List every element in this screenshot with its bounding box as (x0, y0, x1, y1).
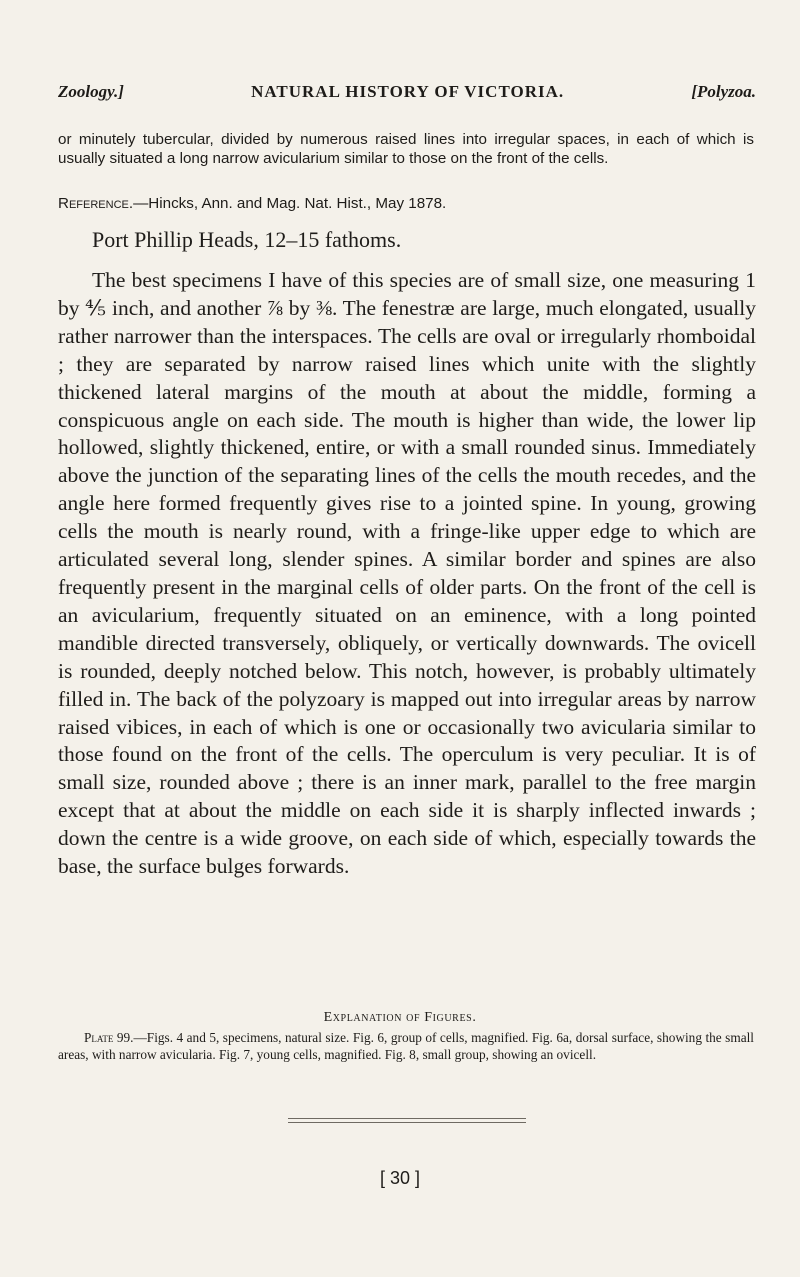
intro-paragraph (58, 130, 754, 168)
description-section (58, 267, 756, 881)
locality-heading: Port Phillip Heads, 12–15 fathoms. (92, 227, 402, 252)
reference-label: Reference. (58, 195, 134, 212)
description-paragraph: The best specimens I have of this species are of small size, one measuring 1 by ⅘ inch, and another ⅞ by ⅜. The fenestræ are large, much elongated, usually rather narrower than the interspaces. The cells are oval or irregularly rhomboidal ; they are separated by narrow raised lines which unite with the slightly thickened lateral margins of the mouth at about the middle, forming a conspicuous angle on each side. The mouth is higher than wide, the lower lip hollowed, slightly thickened, entire, or with a small rounded sinus. Immediately above the junction of the separating lines of the cells the mouth recedes, and the angle here formed frequently gives rise to a jointed spine. In young, growing cells the mouth is nearly round, with a fringe-like upper edge to which are articulated several long, slender spines. A similar border and spines are also frequently present in the marginal cells of older parts. On the front of the cell is an avicularium, frequently situated on an eminence, with a long pointed mandible directed transversely, obliquely, or vertically downwards. The ovicell is rounded, deeply notched below. This notch, however, is probably ultimately filled in. The back of the polyzoary is mapped out into irregular areas by narrow raised vibices, in each of which is one or occasionally two avicularia similar to those found on the front of the cells. The operculum is very peculiar. It is of small size, rounded above ; there is an inner mark, parallel to the free margin except that at about the middle on each side it is sharply inflected inwards ; down the centre is a wide groove, on each side of which, especially towards the base, the surface bulges forwards. (58, 268, 756, 879)
running-head-right: [Polyzoa. (691, 82, 756, 101)
explanation-paragraph (58, 1029, 754, 1063)
plate-label: Plate 99. (84, 1030, 134, 1045)
running-head-left: Zoology.] (58, 82, 124, 101)
reference-text: —Hincks, Ann. and Mag. Nat. Hist., May 1878. (133, 195, 447, 212)
running-head (58, 82, 756, 102)
page-number: [ 30 ] (379, 1168, 421, 1188)
running-head-title: NATURAL HISTORY OF VICTORIA. (251, 82, 565, 101)
explanation-text: —Figs. 4 and 5, specimens, natural size. Fig. 6, group of cells, magnified. Fig. 6a, dorsal surface, showing the small areas, with narrow avicularia. Fig. 7, young cells, magnified. Fig. 8, small group, showing an ovicell. (58, 1030, 754, 1063)
reference-line (58, 194, 754, 213)
intro-text: or minutely tubercular, divided by numerous raised lines into irregular spaces, in each of which is usually situated a long narrow avicularium similar to those on the front of the cells. (58, 131, 754, 168)
explanation-of-figures (58, 1029, 754, 1063)
divider-rule-bottom (288, 1122, 526, 1123)
explanation-heading: Explanation of Figures. (323, 1010, 477, 1025)
divider-rule-top (288, 1118, 526, 1119)
